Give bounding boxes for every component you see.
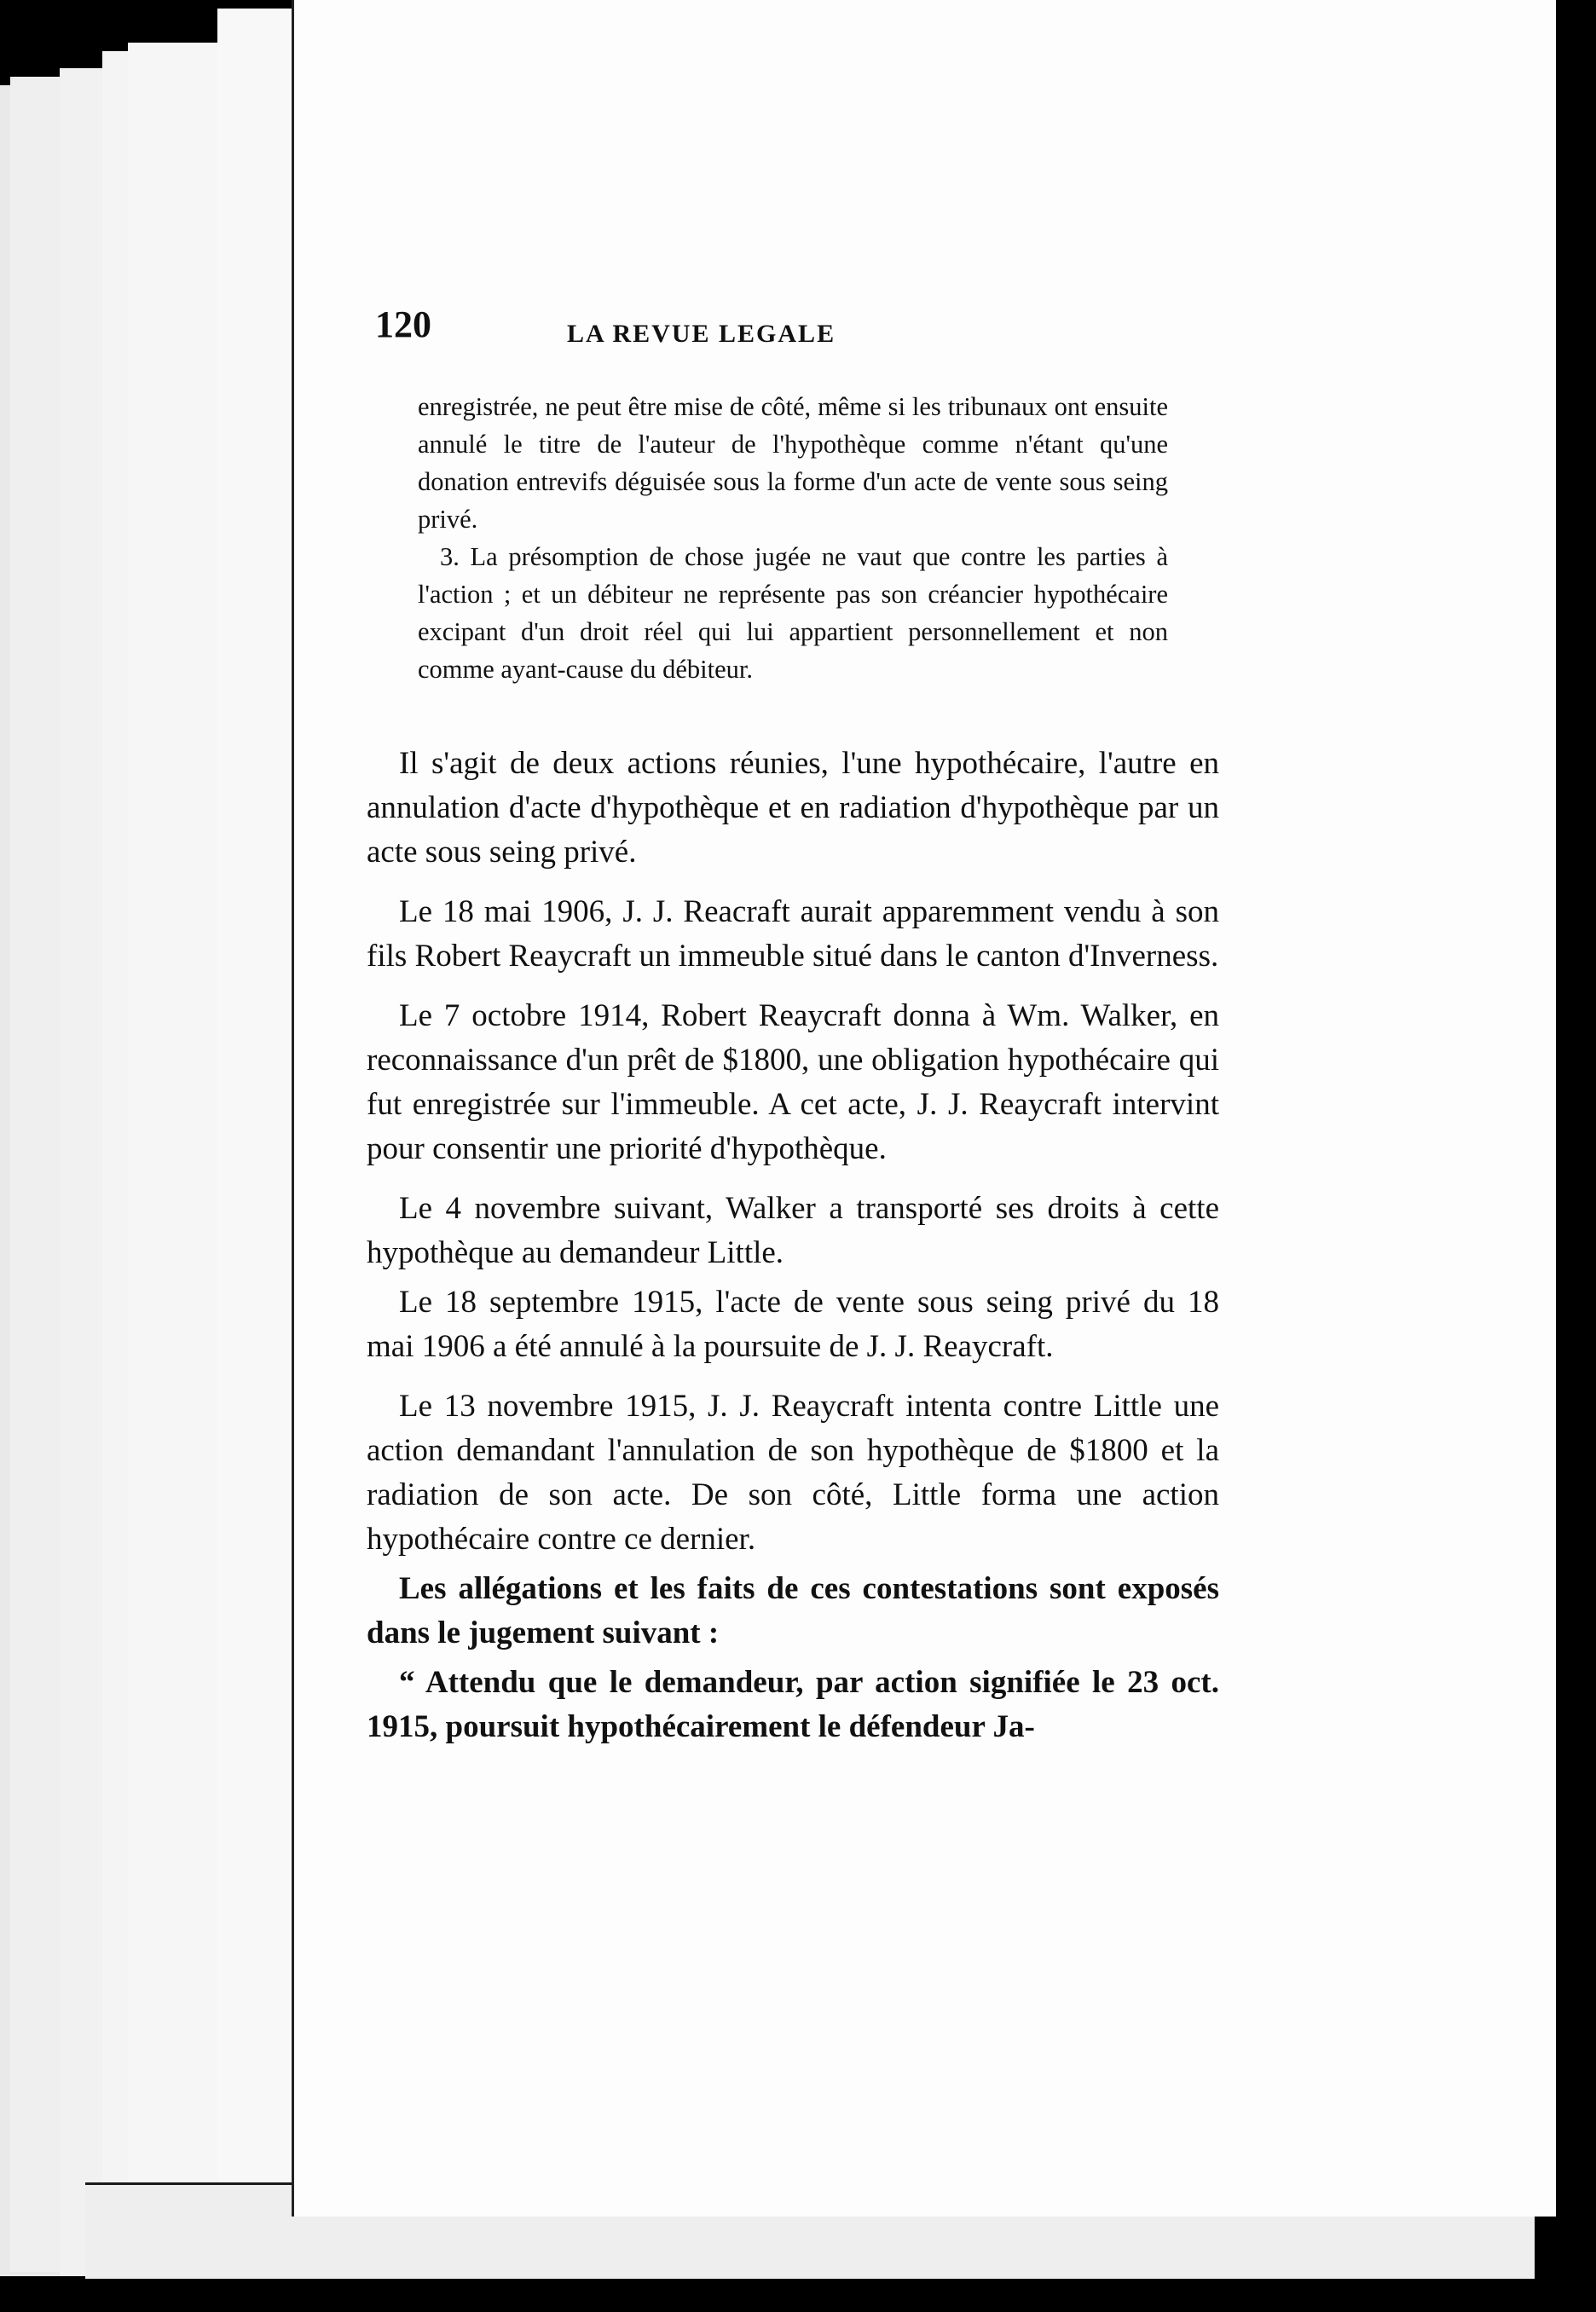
running-head — [375, 303, 1245, 354]
body-paragraph: Il s'agit de deux actions réunies, l'une hypothécaire, l'autre en annulation d'acte d'hypothèque et en radiation d'hypothèque par un acte sous seing privé. — [367, 746, 1219, 870]
body-paragraph: Le 18 septembre 1915, l'acte de vente sous seing privé du 18 mai 1906 a été annulé à la poursuite de J. J. Reaycraft. — [367, 1285, 1219, 1364]
body-paragraph: Le 7 octobre 1914, Robert Reaycraft donna à Wm. Walker, en reconnaissance d'un prêt de $1800, une obligation hypothécaire qui fut enregistrée sur l'immeuble. A cet acte, J. J. Reaycraft intervint pour consentir une priorité d'hypothèque. — [367, 998, 1219, 1166]
journal-title: LA REVUE LEGALE — [567, 320, 836, 348]
summary-paragraph: 3. La présomption de chose jugée ne vaut que contre les parties à l'action ; et un débiteur ne représente pas son créancier hypothécaire excipant d'un droit réel qui lui appartient personnellement et non comme ayant-cause du débiteur. — [418, 542, 1168, 684]
summary-paragraph: enregistrée, ne peut être mise de côté, même si les tribunaux ont ensuite annulé le titre de l'auteur de l'hypothèque comme n'étant qu'une donation entrevifs déguisée sous la forme d'un acte de vente sous seing privé. — [418, 392, 1168, 534]
main-text — [367, 742, 1219, 1765]
body-paragraph: Le 13 novembre 1915, J. J. Reaycraft intenta contre Little une action demandant l'annulation de son hypothèque de $1800 et la radiation de son acte. De son côté, Little forma une action hypothécaire contre ce dernier. — [367, 1389, 1219, 1557]
body-paragraph: Le 4 novembre suivant, Walker a transporté ses droits à cette hypothèque au demandeur Little. — [367, 1191, 1219, 1270]
case-summary — [418, 388, 1168, 688]
body-paragraph: Le 18 mai 1906, J. J. Reacraft aurait apparemment vendu à son fils Robert Reaycraft un immeuble situé dans le canton d'Inverness. — [367, 894, 1219, 974]
body-paragraph: Les allégations et les faits de ces contestations sont exposés dans le jugement suivant : — [367, 1571, 1219, 1650]
body-paragraph: “ Attendu que le demandeur, par action signifiée le 23 oct. 1915, poursuit hypothécairement le défendeur Ja- — [367, 1665, 1219, 1744]
page-number: 120 — [375, 303, 431, 345]
